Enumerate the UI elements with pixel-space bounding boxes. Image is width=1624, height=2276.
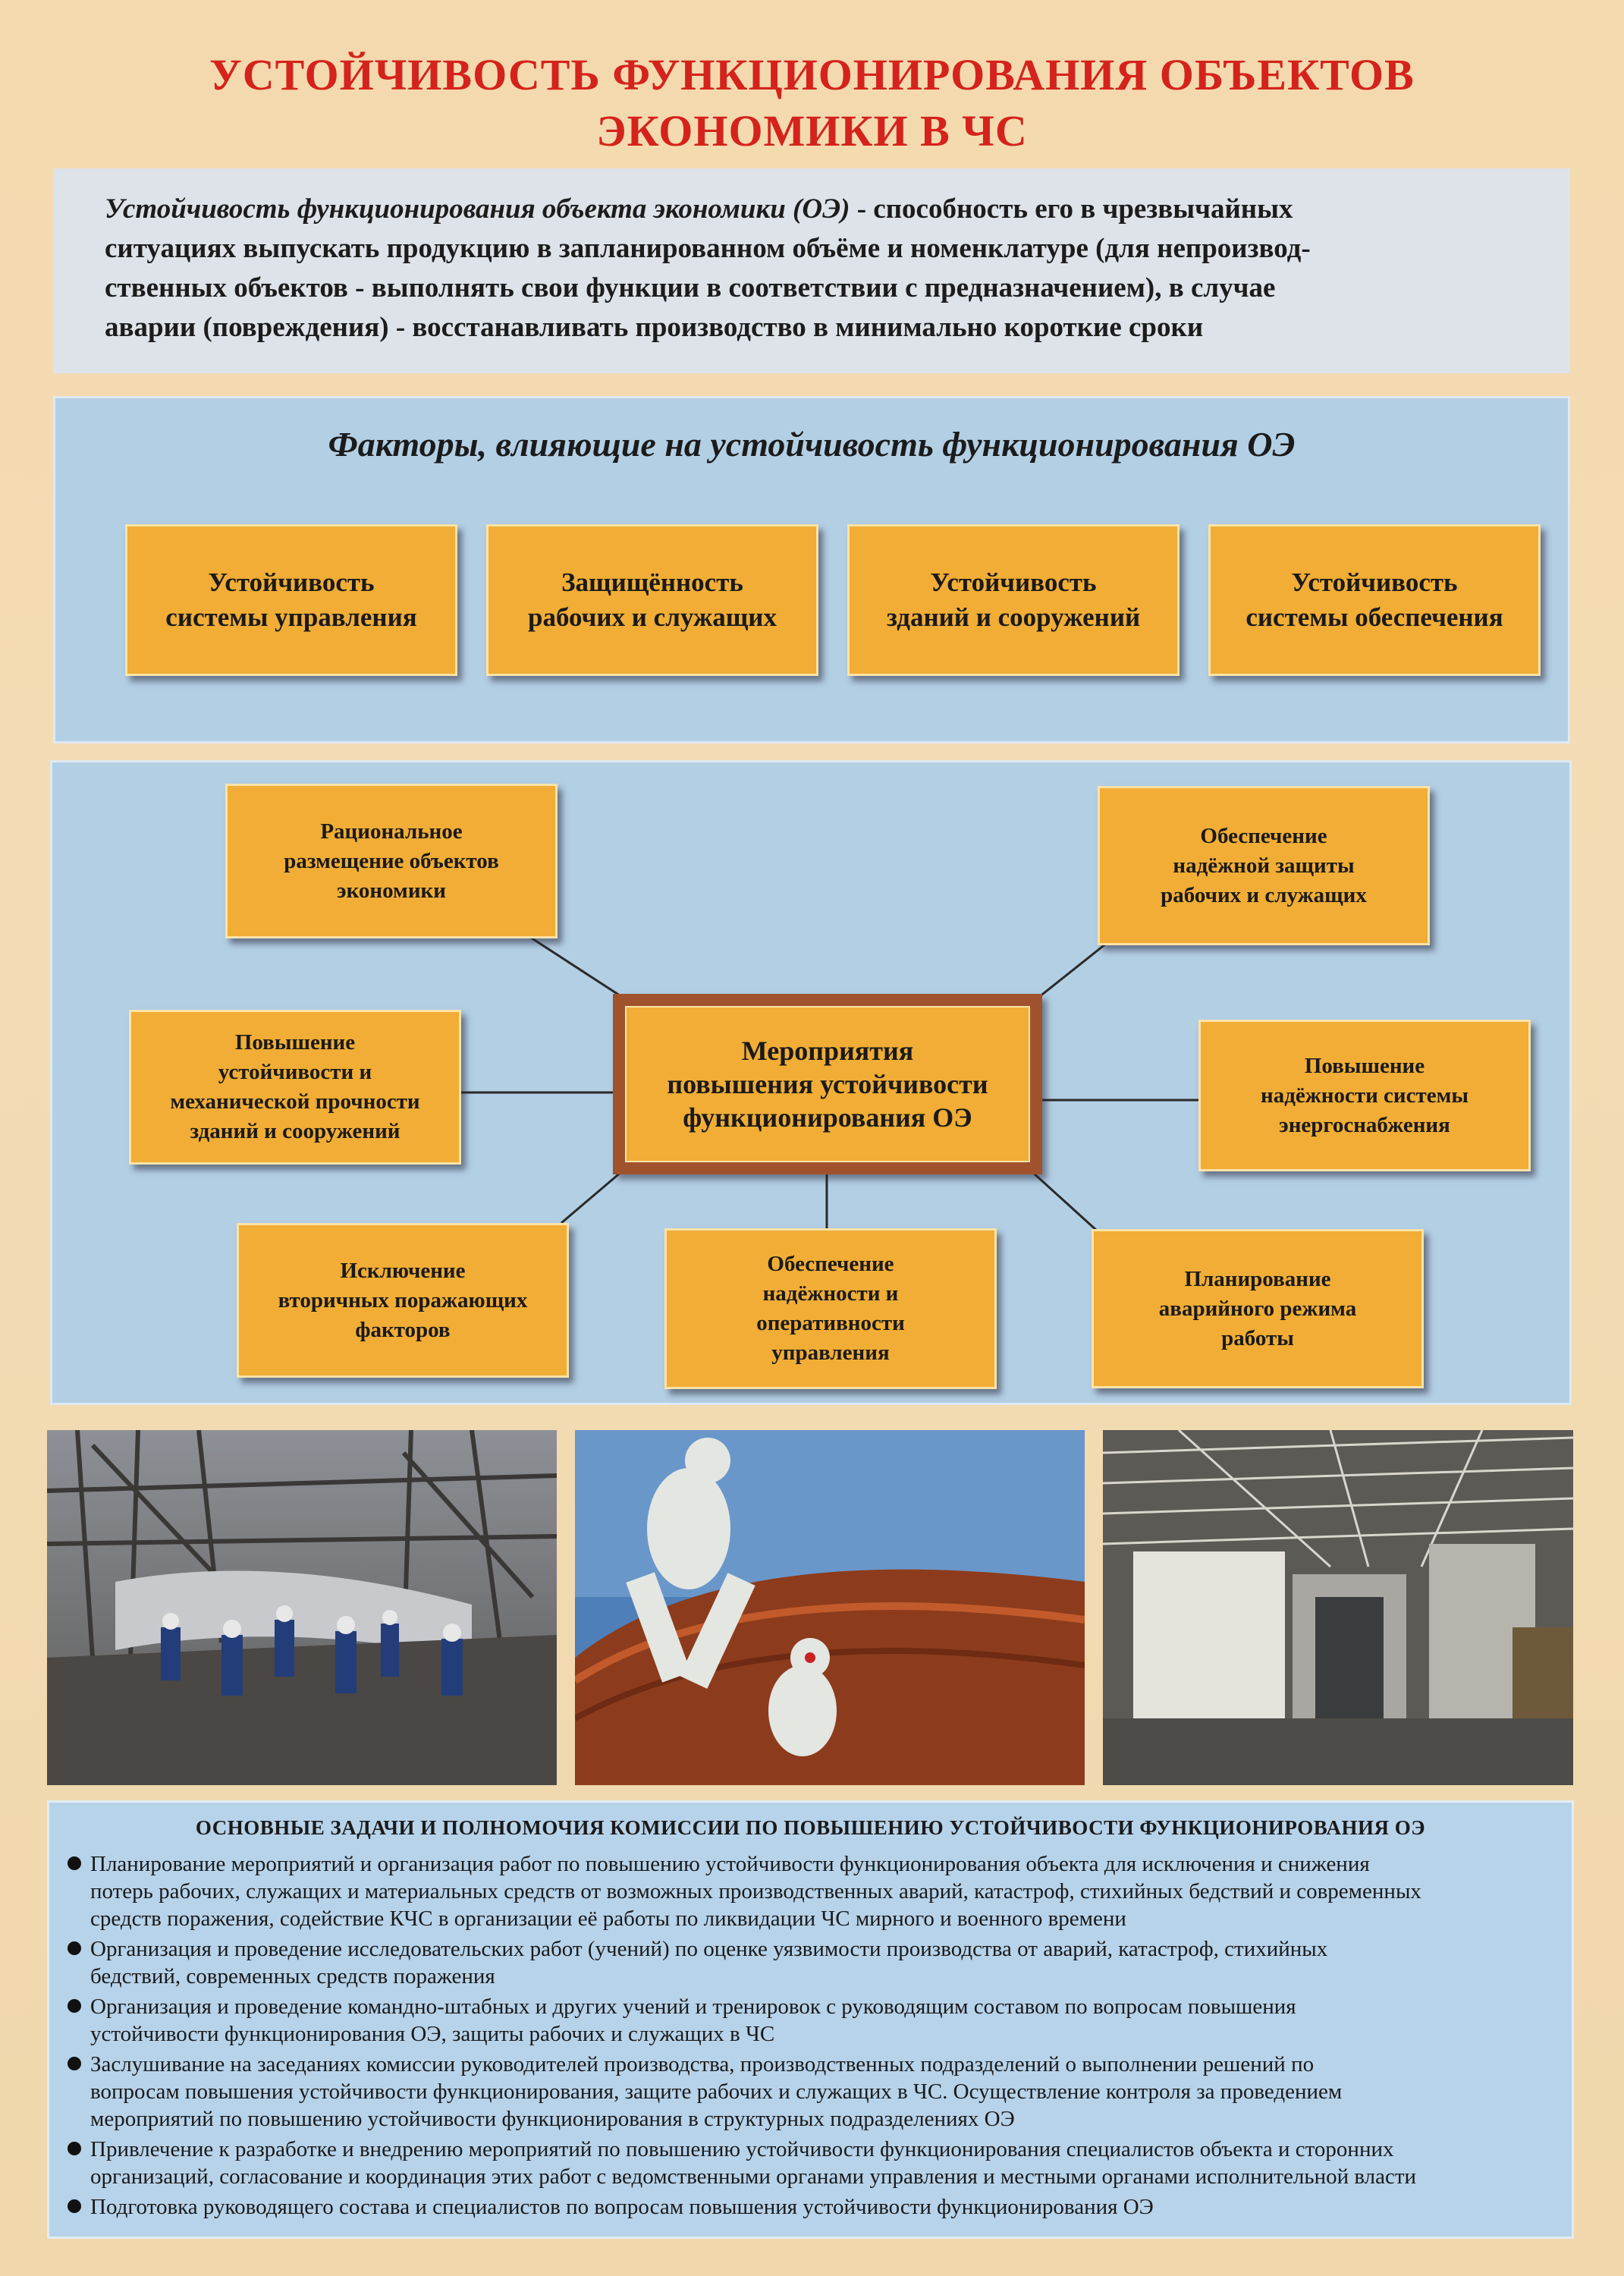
task-line: вопросам повышения устойчивости функционирования, защите рабочих и служащих в ЧС. Осуществление контроля за проведением bbox=[90, 2080, 1343, 2104]
task-line: мероприятий по повышению устойчивости функционирования в структурных подразделениях ОЭ bbox=[90, 2107, 1015, 2131]
measure-rational-placement bbox=[225, 784, 558, 938]
definition-line-3: ственных объектов - выполнять свои функции в соответствии с предназначением), в случае bbox=[105, 272, 1276, 303]
measure-line: Обеспечение bbox=[1200, 823, 1327, 848]
definition-line-4: аварии (повреждения) - восстанавливать производство в минимально короткие сроки bbox=[105, 312, 1204, 343]
measure-line: надёжной защиты bbox=[1173, 853, 1355, 878]
measure-secondary-factors bbox=[237, 1223, 569, 1378]
task-line: бедствий, современных средств поражения bbox=[90, 1964, 495, 1988]
measure-line: Повышение bbox=[1304, 1053, 1425, 1078]
task-line: Заслушивание на заседаниях комиссии руководителей производства, производственных подразделений о выполнении решений по bbox=[90, 2052, 1315, 2076]
connector-protection bbox=[1039, 938, 1114, 997]
measure-line: энергоснабжения bbox=[1279, 1112, 1450, 1137]
connector-planning bbox=[1032, 1171, 1097, 1231]
center-line: повышения устойчивости bbox=[667, 1069, 988, 1099]
center-line: функционирования ОЭ bbox=[683, 1102, 972, 1133]
definition-text: - способность его в чрезвычайных bbox=[850, 193, 1293, 225]
measures-center-inner bbox=[625, 1006, 1030, 1162]
measure-line: Рациональное bbox=[320, 819, 463, 844]
measure-line: управления bbox=[771, 1341, 890, 1365]
definition-line-2: ситуациях выпускать продукцию в запланированном объёме и номенклатуре (для непроизвод- bbox=[105, 233, 1311, 264]
measure-energy-reliability bbox=[1198, 1020, 1531, 1171]
title-line-2: ЭКОНОМИКИ В ЧС bbox=[596, 106, 1028, 156]
bullet-icon bbox=[68, 1999, 81, 2013]
measure-emergency-planning bbox=[1092, 1229, 1424, 1388]
measure-line: аварийного режима bbox=[1158, 1296, 1357, 1321]
measure-line: работы bbox=[1221, 1325, 1294, 1350]
measure-line: надёжности и bbox=[762, 1281, 899, 1306]
center-line: Мероприятия bbox=[741, 1036, 914, 1066]
measure-line: оперативности bbox=[756, 1311, 905, 1335]
task-item bbox=[64, 1935, 1556, 1990]
task-line: устойчивости функционирования ОЭ, защиты рабочих и служащих в ЧС bbox=[90, 2022, 775, 2046]
measure-line: Планирование bbox=[1184, 1266, 1331, 1291]
measure-building-strength bbox=[129, 1010, 461, 1165]
task-item bbox=[64, 2051, 1556, 2133]
tasks-heading: ОСНОВНЫЕ ЗАДАЧИ И ПОЛНОМОЧИЯ КОМИССИИ ПО ПОВЫШЕНИЮ УСТОЙЧИВОСТИ ФУНКЦИОНИРОВАНИЯ ОЭ bbox=[195, 1816, 1426, 1839]
photo-suits-image bbox=[575, 1430, 1085, 1785]
task-line: Планирование мероприятий и организация работ по повышению устойчивости функционирования объекта для исключения и снижения bbox=[90, 1852, 1370, 1876]
connector-rational bbox=[531, 938, 622, 997]
measure-line: экономики bbox=[337, 878, 446, 903]
measures-center bbox=[613, 994, 1042, 1174]
photo-protective-suits bbox=[575, 1430, 1085, 1785]
task-line: средств поражения, содействие КЧС в организации её работы по ликвидации ЧС мирного и военного времени bbox=[90, 1907, 1126, 1931]
task-item bbox=[64, 1850, 1556, 1932]
definition-term: Устойчивость функционирования объекта экономики (ОЭ) bbox=[105, 193, 850, 225]
task-item bbox=[64, 2136, 1556, 2190]
photo-hangar bbox=[1103, 1430, 1573, 1785]
factor-line: системы управления bbox=[165, 602, 417, 632]
factor-line: Устойчивость bbox=[1291, 567, 1458, 597]
bullet-icon bbox=[68, 2142, 81, 2155]
measure-line: размещение объектов bbox=[284, 848, 499, 873]
photo-rescue-image bbox=[47, 1430, 557, 1785]
commission-tasks-panel bbox=[47, 1800, 1574, 2239]
task-line: потерь рабочих, служащих и материальных средств от возможных производственных аварий, катастроф, стихийных бедствий и современных bbox=[90, 1879, 1421, 1903]
measure-worker-protection bbox=[1098, 786, 1430, 945]
factor-line: системы обеспечения bbox=[1245, 602, 1503, 632]
measure-line: зданий и сооружений bbox=[190, 1119, 401, 1143]
measure-line: факторов bbox=[355, 1317, 451, 1342]
bullet-icon bbox=[68, 2199, 81, 2213]
task-line: Организация и проведение командно-штабных и других учений и тренировок с руководящим составом по вопросам повышения bbox=[90, 1995, 1296, 2019]
factor-line: Защищённость bbox=[561, 567, 743, 597]
measure-line: рабочих и служащих bbox=[1161, 882, 1367, 907]
measure-line: надёжности системы bbox=[1260, 1083, 1469, 1108]
bullet-icon bbox=[68, 1941, 81, 1955]
bullet-icon bbox=[68, 1856, 81, 1870]
task-line: Организация и проведение исследовательских работ (учений) по оценке уязвимости производства от аварий, катастроф, стихийных bbox=[90, 1937, 1328, 1961]
factors-heading: Факторы, влияющие на устойчивость функционирования ОЭ bbox=[328, 425, 1296, 464]
connector-secondary bbox=[561, 1171, 622, 1223]
photo-hangar-image bbox=[1103, 1430, 1573, 1785]
task-item bbox=[64, 2193, 1556, 2221]
measure-line: устойчивости и bbox=[218, 1060, 372, 1084]
task-line: Привлечение к разработке и внедрению мероприятий по повышению устойчивости функционирования специалистов объекта и сторонних bbox=[90, 2137, 1394, 2161]
measure-line: Повышение bbox=[234, 1030, 356, 1055]
measure-line: механической прочности bbox=[170, 1089, 420, 1114]
factor-line: рабочих и служащих bbox=[528, 602, 777, 632]
measure-line: вторичных поражающих bbox=[278, 1287, 528, 1312]
measure-control-reliability bbox=[664, 1228, 997, 1389]
task-item bbox=[64, 1993, 1556, 2048]
task-line: Подготовка руководящего состава и специалистов по вопросам повышения устойчивости функционирования ОЭ bbox=[90, 2195, 1154, 2219]
measure-line: Исключение bbox=[340, 1258, 466, 1283]
factor-line: Устойчивость bbox=[930, 567, 1097, 597]
factor-line: зданий и сооружений bbox=[886, 602, 1141, 632]
bullet-icon bbox=[68, 2057, 81, 2070]
task-line: организаций, согласование и координация этих работ с ведомственными органами управления и местными органами исполнительной власти bbox=[90, 2164, 1417, 2189]
factor-line: Устойчивость bbox=[208, 567, 375, 597]
measure-line: Обеспечение bbox=[767, 1252, 894, 1276]
photo-rescue-wreckage bbox=[47, 1430, 557, 1785]
title-line-1: УСТОЙЧИВОСТЬ ФУНКЦИОНИРОВАНИЯ ОБЪЕКТОВ bbox=[209, 50, 1415, 99]
